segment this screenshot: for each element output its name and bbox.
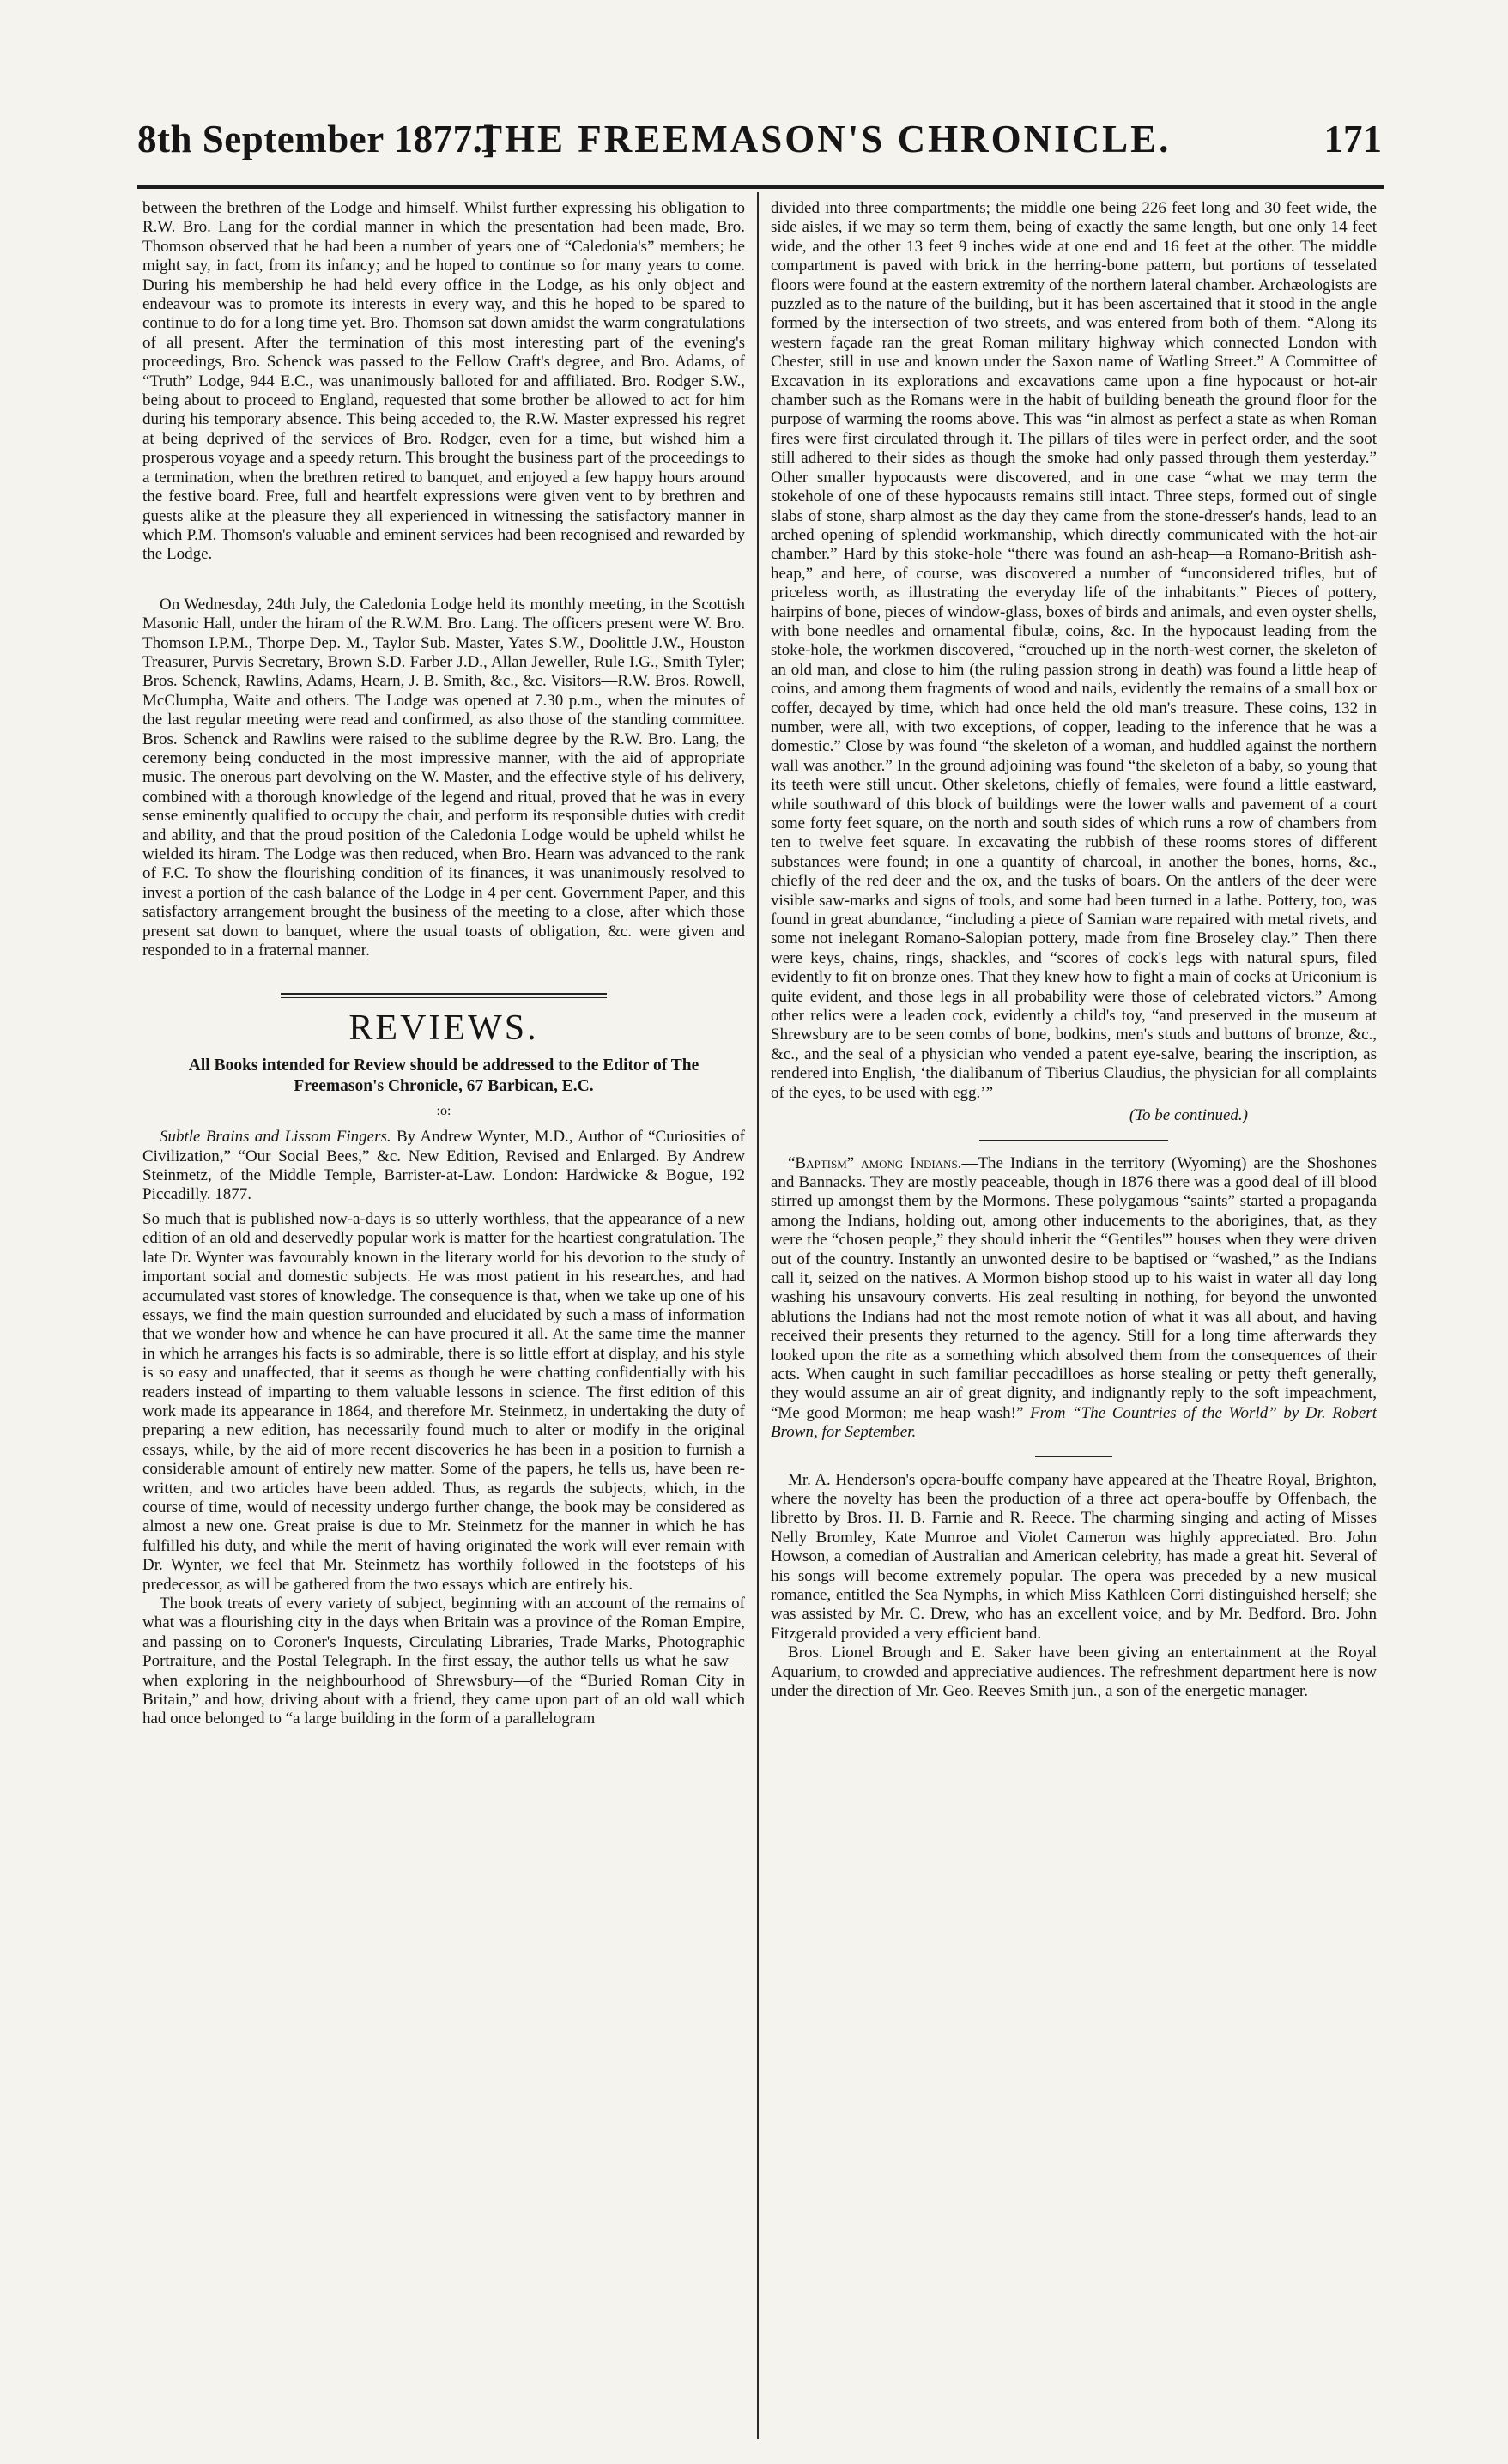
reviews-notice: All Books intended for Review should be addressed to the Editor of The Freemason's Chronicle, 67 Barbican, E.C. — [188, 1056, 699, 1095]
baptism-body: —The Indians in the territory (Wyoming) are the Shoshones and Bannacks. They are mostly peaceable, though in 1876 there was a good deal of ill blood stirred up amongst them by the Mormons. These polygamous “saints” started a propaganda among the Indians, holding out, among other inducements to the aborigines, that, as they were the “chosen people,” they should inherit the “Gentiles'” houses when they were driven out of the country. Instantly an unwonted desire to be baptised or “washed,” as the Indians call it, seized on the natives. A Mormon bishop stood up to his waist in water all day long washing his unsavoury converts. His zeal resulting in nothing, for beyond the unwonted ablutions the Indians had not the most remote notion of what it was all about, and having received their presents they returned to the agency. Still for a long time afterwards they looked upon the rite as a something which absolved them from the consequences of their acts. When caught in such familiar peccadilloes as horse stealing or petty theft generally, they would assume an air of great dignity, and indignantly reply to the soft impeachment, “Me good Mormon; me heap wash!” — [771, 1153, 1377, 1422]
baptism-article — [771, 1154, 1377, 1443]
paragraph-gap — [142, 565, 745, 596]
page-number: 171 — [1323, 118, 1382, 160]
review-paragraph-1: So much that is published now-a-days is so utterly worthless, that the appearance of a new edition of an old and deservedly popular work is matter for the heartiest congratulation. The late Dr. Wynter was favourably known in the literary world for his devotion to the study of important social and domestic subjects. He was most patient in his researches, and had accumulated vast stores of knowledge. The consequence is that, when we take up one of his essays, we find the main question surrounded and elucidated by such a mass of information that we wonder how and whence he can have procured it all. At the same time the manner in which he arranges his facts is so admirable, there is so little effort at display, and his style is so easy and unaffected, that it seems as though he were chatting confidentially with his readers instead of imparting to them valuable lessons in science. The first edition of this work made its appearance in 1864, and therefore Mr. Steinmetz, in undertaking the duty of preparing a new edition, has necessarily found much to alter or modify in the original essays, while, by the aid of more recent discoveries he has been in a position to furnish a considerable amount of entirely new matter. Some of the papers, he tells us, have been re-written, and two articles have been added. Thus, as regards the subjects, which, in the course of time, would of necessity undergo further change, the book may be considered as almost a new one. Great praise is due to Mr. Steinmetz for the manner in which he has fulfilled his duty, and while the merit of having originated the work will ever remain with Dr. Wynter, we feel that Mr. Steinmetz has worthily followed in the footsteps of his predecessor, as will be gathered from the two essays which are entirely his. — [142, 1209, 745, 1594]
masthead-title: THE FREEMASON'S CHRONICLE. — [476, 118, 1172, 160]
brough-saker-paragraph: Bros. Lionel Brough and E. Saker have been giving an entertainment at the Royal Aquarium, to crowded and appreciative audiences. The refreshment department here is now under the direction of Mr. Geo. Reeves Smith jun., a son of the energetic manager. — [771, 1644, 1377, 1701]
lodge-report-continued: between the brethren of the Lodge and himself. Whilst further expressing his obligation to R.W. Bro. Lang for the cordial manner in which the presentation had been made, Bro. Thomson observed that he had been a number of years one of “Caledonia's” members; he might say, in fact, from its infancy; and he hoped to continue so for many years to come. During his membership he had held every office in the Lodge, as his only object and endeavour was to promote its interests in every way, and this he hoped to be spared to continue to do for a long time yet. Bro. Thomson sat down amidst the warm congratulations of all present. After the termination of this most interesting part of the evening's proceedings, Bro. Schenck was passed to the Fellow Craft's degree, and Bro. Adams, of “Truth” Lodge, 944 E.C., was unanimously balloted for and affiliated. Bro. Rodger S.W., being about to proceed to England, requested that some brother be allowed to act for him during his temporary absence. This being acceded to, the R.W. Master expressed his regret at being deprived of the services of Bro. Rodger, even for a time, but wished him a prosperous voyage and a speedy return. This brought the business part of the proceedings to a termination, when the brethren retired to banquet, and enjoyed a few happy hours around the festive board. Free, full and heartfelt expressions were given vent to by brethren and guests alike at the pleasure they all experienced in witnessing the satisfactory manner in which P.M. Thomson's valuable and eminent services had been recognised and rewarded by the Lodge. — [142, 199, 745, 564]
baptism-lead: “Baptism” among Indians. — [788, 1153, 962, 1172]
reviews-heading: REVIEWS. — [348, 1008, 539, 1049]
book-details: By Andrew Wynter, M.D., Author of “Curiosities of Civilization,” “Our Social Bees,” &c. New Edition, Revised and Enlarged. By Andrew Steinmetz, of the Middle Temple, Barrister-at-Law. London: Hardwicke & Bogue, 192 Piccadilly. 1877. — [142, 1128, 745, 1204]
section-double-rule — [281, 993, 607, 998]
left-column — [142, 199, 745, 2431]
reviews-separator: :o: — [436, 1103, 451, 1118]
column-divider — [757, 192, 759, 2439]
book-citation — [142, 1128, 745, 1205]
review-continued-paragraph: divided into three compartments; the middle one being 226 feet long and 30 feet wide, the side aisles, if we may so term them, being of exactly the same length, but one only 14 feet wide, and the other 13 feet 9 inches wide at one end and 16 feet at the other. The middle compartment is paved with brick in the herring-bone pattern, but portions of tesselated floors were found at the eastern extremity of the northern lateral chamber. Archæologists are puzzled as to the nature of the building, but it has been ascertained that it stood in the angle formed by the intersection of two streets, and was entered from both of them. “Along its western façade ran the great Roman military highway which connected London with Chester, still in use and known under the Saxon name of Watling Street.” A Committee of Excavation in its explorations and excavations came upon a fine hypocaust or hot-air chamber such as the Romans were in the habit of building beneath the ground floor for the purpose of warming the rooms above. This was “in almost as perfect a state as when Roman fires were first circulated through it. The pillars of tiles were in perfect order, and the soot still adhered to their sides as though the smoke had only passed through them yesterday.” Other smaller hypocausts were discovered, and in one case “what we may term the stokehole of one of these hypocausts remains still intact. Three steps, formed out of single slabs of stone, sharp almost as the day they came from the stone-dresser's hands, lead to an arched opening of splendid workmanship, which directly communicated with the hot-air chamber.” Hard by this stoke-hole “there was found an ash-heap—a Romano-British ash-heap,” and here, of course, was discovered a number of “unconsidered trifles, but of priceless worth, as illustrating the everyday life of the inhabitants.” Pieces of pottery, hairpins of bone, pieces of window-glass, boxes of birds and animals, and even oyster shells, with bone needles and ornamental fibulæ, coins, &c. In the hypocaust leading from the stoke-hole, the workmen discovered, “crouched up in the north-west corner, the skeleton of an old man, and close to him (the ruling passion strong in death) was found a little heap of coins, and among them fragments of wood and nails, evidently the remains of a small box or coffer, decayed by time, which had once held the old man's treasure. These coins, 132 in number, were all, with two exceptions, of copper, leading to the inference that he was a domestic.” Close by was found “the skeleton of a woman, and huddled against the northern wall was another.” In the ground adjoining was found “the skeleton of a baby, so young that its teeth were still uncut. Other skeletons, chiefly of females, were found a little eastward, while southward of this block of buildings were the lower walls and pavement of a court some forty feet square, on the north and south sides of which runs a row of chambers from ten to twelve feet square. In excavating the rubbish of these rooms stores of different substances were found; in one a quantity of charcoal, in another the bones, horns, &c., chiefly of the red deer and the ox, and the tusks of boars. On the antlers of the deer were visible saw-marks and signs of tools, and some had been turned in a lathe. Pottery, too, was found in great abundance, “including a piece of Samian ware repaired with metal rivets, and some not inelegant Romano-Salopian pottery, made from fine Broseley clay.” Then there were keys, chains, rings, shackles, and “scores of cock's legs with natural spurs, filed evidently to fit on bronze ones. That they knew how to fight a main of cocks at Uriconium is quite evident, and those legs in all probability were those of celebrated victors.” Among other relics were a leaden cock, evidently a child's toy, “and preserved in the museum at Shrewsbury are to be seen combs of bone, bodkins, men's studs and buttons of bronze, &c., &c., and the seal of a physician who vended a patent eye-salve, bearing the inscription, as rendered into English, ‘the dialibanum of Tiberius Claudius, the physician for all complaints of the eyes, to be used with egg.’” — [771, 199, 1377, 1102]
henderson-opera-paragraph: Mr. A. Henderson's opera-bouffe company have appeared at the Theatre Royal, Brighton, where the novelty has been the production of a three act opera-bouffe by Offenbach, the libretto by Bros. H. B. Farnie and R. Reece. The charming singing and acting of Misses Nelly Bromley, Kate Munroe and Violet Cameron was highly appreciated. Bro. John Howson, a comedian of Australian and American celebrity, has made a great hit. Several of his songs will become extremely popular. The opera was preceded by a new musical romance, entitled the Sea Nymphs, in which Miss Kathleen Corri distinguished herself; she was assisted by Mr. C. Drew, who has an excellent voice, and by Mr. Bedford. Bro. John Fitzgerald provided a very efficient band. — [771, 1470, 1377, 1643]
to-be-continued-note: (To be continued.) — [1129, 1106, 1248, 1125]
baptism-source: From “The Countries of the World” by Dr. Robert Brown, for September. — [771, 1403, 1377, 1442]
section-rule-short — [1035, 1456, 1112, 1457]
book-title: Subtle Brains and Lissom Fingers. — [160, 1128, 391, 1147]
header-rule — [137, 185, 1384, 189]
section-rule — [979, 1140, 1168, 1141]
right-column — [771, 199, 1377, 2431]
caledonia-lodge-report: On Wednesday, 24th July, the Caledonia Lodge held its monthly meeting, in the Scottish Masonic Hall, under the hiram of the R.W.M. Bro. Lang. The officers present were W. Bro. Thomson I.P.M., Thorpe Dep. M., Taylor Sub. Master, Yates S.W., Doolittle J.W., Houston Treasurer, Purvis Secretary, Brown S.D. Farber J.D., Allan Jeweller, Rule I.G., Smith Tyler; Bros. Schenck, Rawlins, Adams, Hearn, J. B. Smith, &c., &c. Visitors—R.W. Bros. Rowell, McClumpha, Waite and others. The Lodge was opened at 7.30 p.m., when the minutes of the last regular meeting were read and confirmed, as also those of the standing committee. Bros. Schenck and Rawlins were raised to the sublime degree by the R.W. Bro. Lang, the ceremony being conducted in the most impressive manner, with the aid of appropriate music. The onerous part devolving on the W. Master, and the effective style of his delivery, combined with a thorough knowledge of the legend and ritual, proved that he was in every sense eminently qualified to occupy the chair, and perform its responsible duties with credit and ability, and that the proud position of the Caledonia Lodge would be upheld whilst he wielded its hiram. The Lodge was then reduced, when Bro. Hearn was advanced to the rank of F.C. To show the flourishing condition of its finances, it was unanimously resolved to invest a portion of the cash balance of the Lodge in 4 per cent. Government Paper, and this satisfactory arrangement brought the business of the meeting to a close, after which those present sat down to banquet, where the usual toasts of obligation, &c. were given and responded to in a fraternal manner. — [142, 595, 745, 960]
review-paragraph-2: The book treats of every variety of subject, beginning with an account of the remains of what was a flourishing city in the days when Britain was a province of the Roman Empire, and passing on to Coroner's Inquests, Circulating Libraries, Trade Marks, Photographic Portraiture, and the Postal Telegraph. In the first essay, the author tells us what he saw—when exploring in the neighbourhood of Shrewsbury—of the “Buried Roman City in Britain,” and how, driving about with a friend, they came upon part of an old wall which had once belonged to “a large building in the form of a parallelogram — [142, 1595, 745, 1728]
issue-date: 8th September 1877.] — [137, 118, 496, 160]
page-header — [137, 117, 1382, 177]
